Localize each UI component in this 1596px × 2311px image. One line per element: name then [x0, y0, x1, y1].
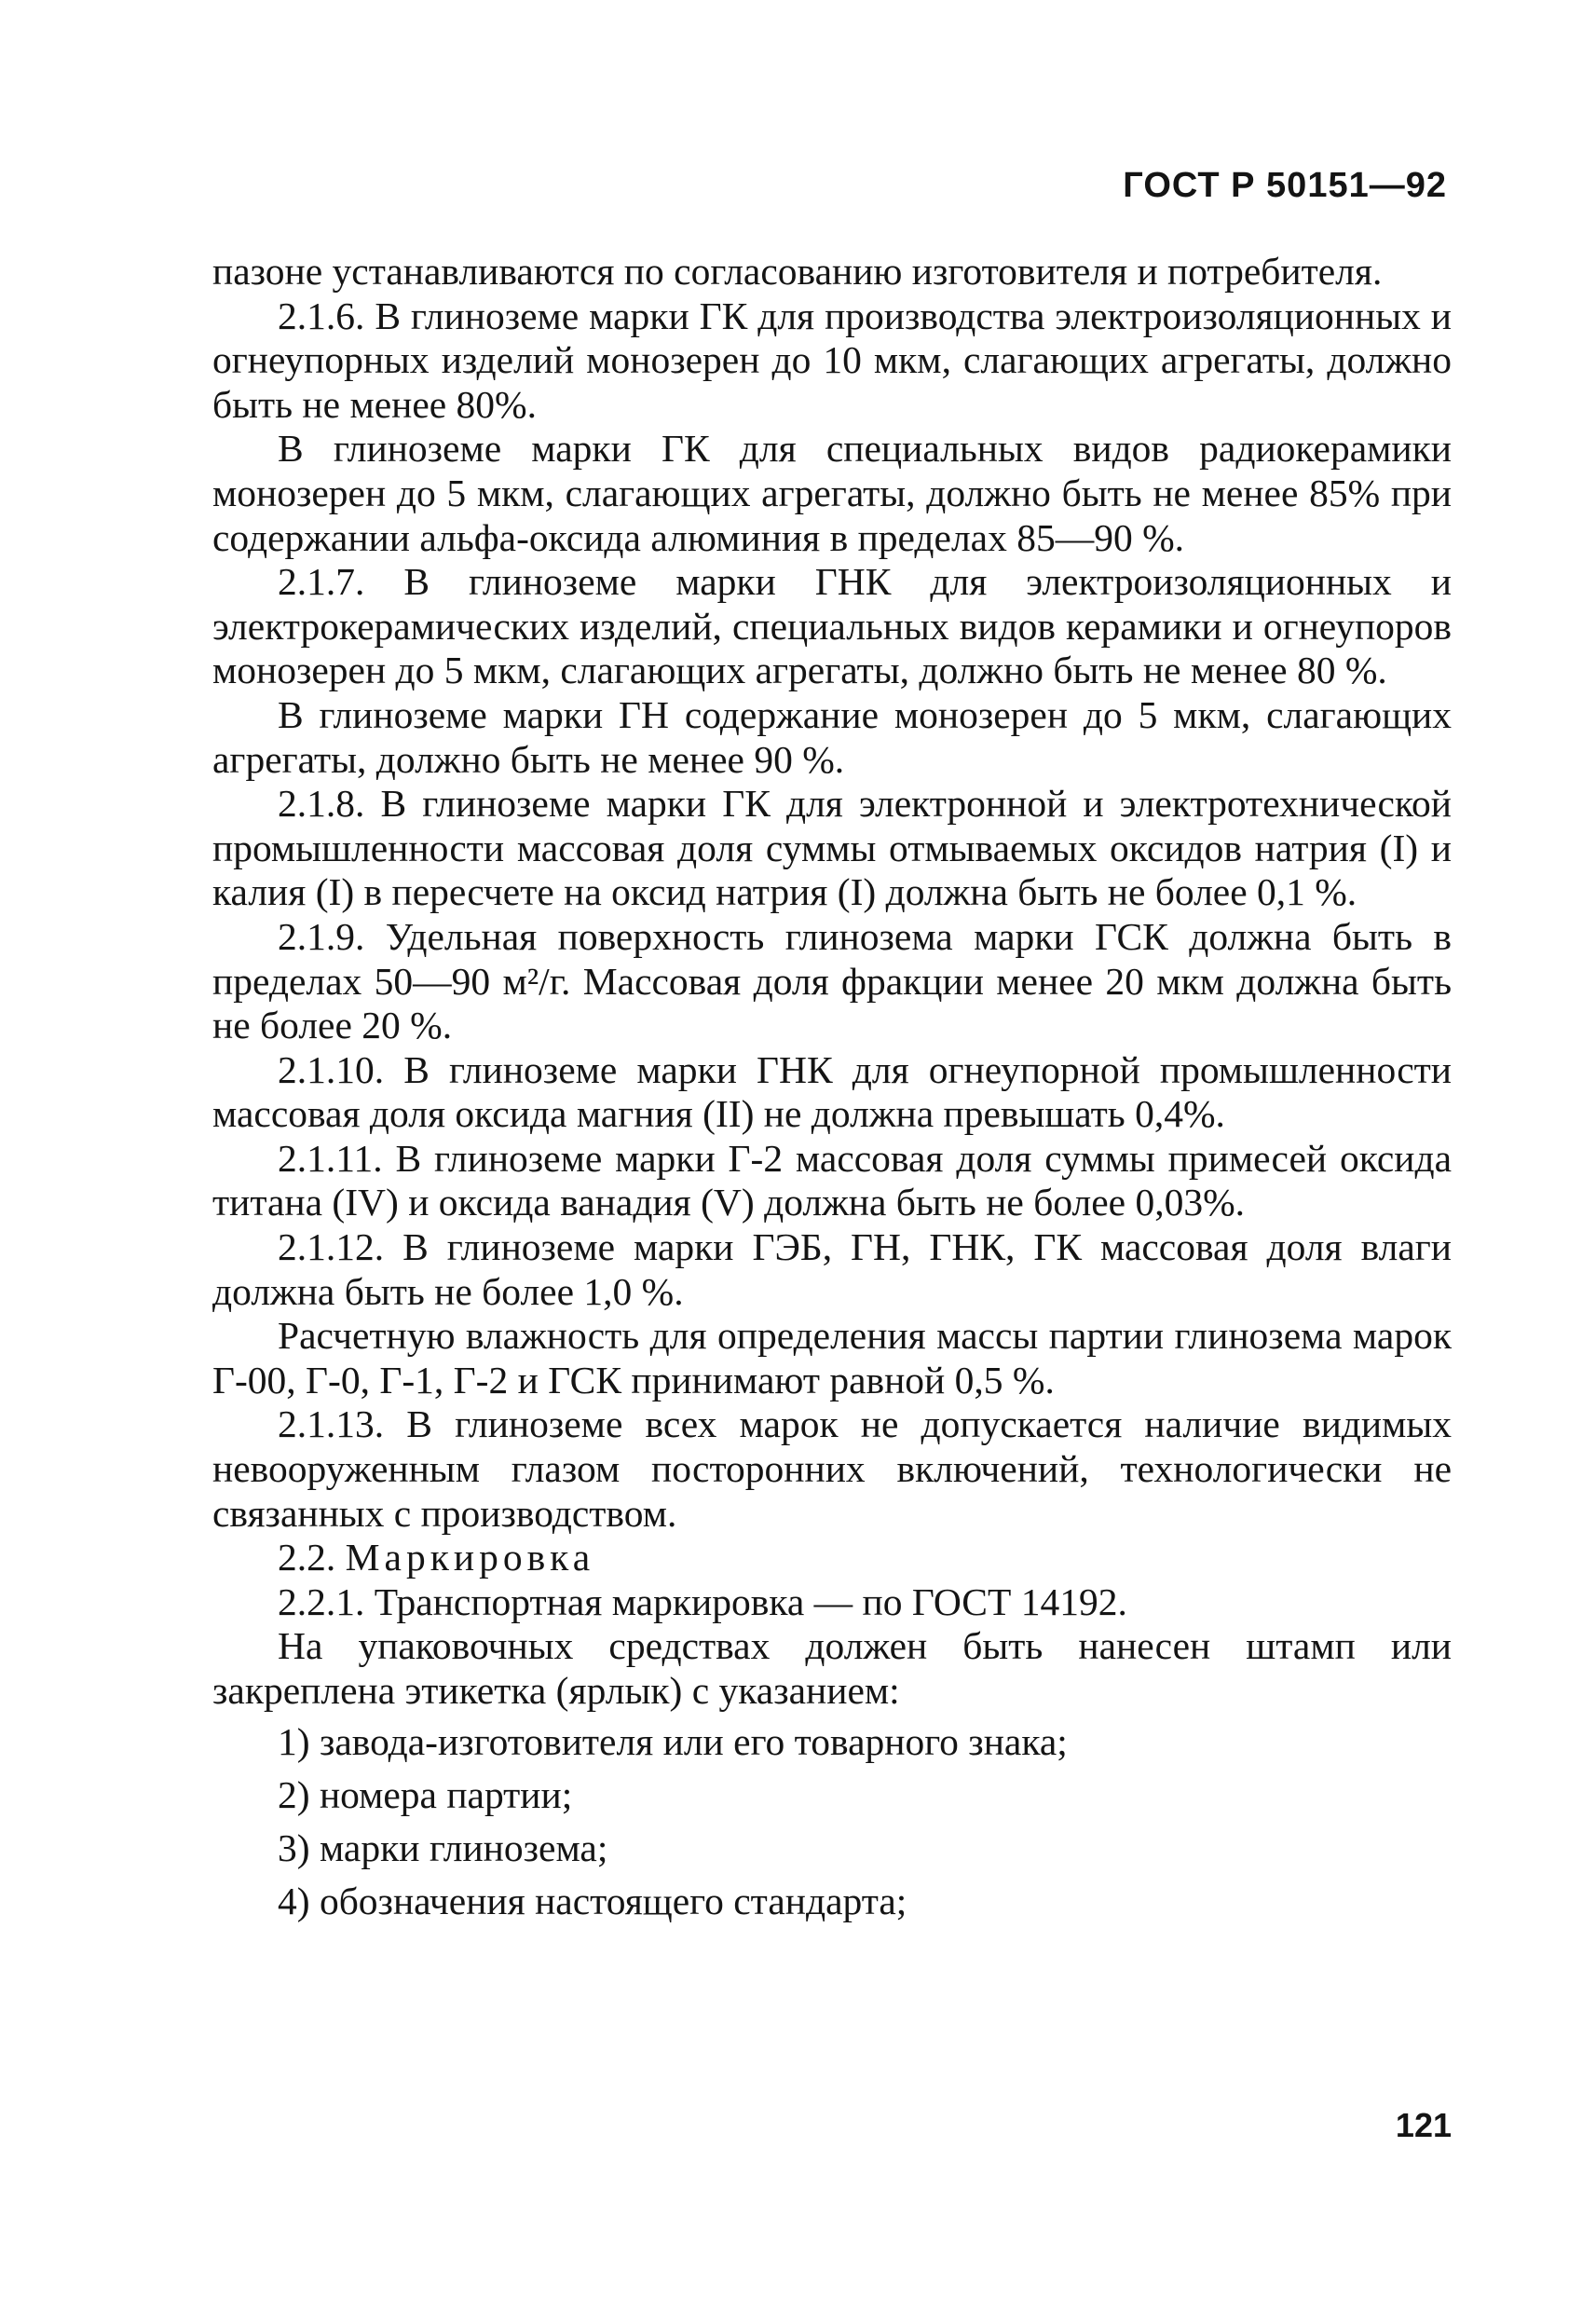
paragraph-radioceramics: В глиноземе марки ГК для специальных видов радиокерамики монозерен до 5 мкм, слагающих агрегаты, должно быть не менее 85% при содержании альфа-оксида алюминия в пределах 85—90 %.: [212, 427, 1452, 559]
paragraph-2-1-10: 2.1.10. В глиноземе марки ГНК для огнеупорной промышленности массовая доля оксида магния (II) не должна превышать 0,4%.: [212, 1047, 1452, 1136]
page-number: 121: [1395, 2106, 1452, 2144]
paragraph-2-2-1: 2.2.1. Транспортная маркировка — по ГОСТ 14192.: [278, 1579, 1127, 1623]
paragraph-2-1-6: 2.1.6. В глиноземе марки ГК для производства электроизоляционных и огнеупорных изделий монозерен до 10 мкм, слагающих агрегаты, должно быть не менее 80%.: [212, 294, 1452, 426]
paragraph-2-1-9: 2.1.9. Удельная поверхность глинозема марки ГСК должна быть в пределах 50—90 м²/г. Массовая доля фракции менее 20 мкм должна быть не более 20 %.: [212, 914, 1452, 1047]
list-item: 4) обозначения настоящего стандарта;: [278, 1879, 907, 1922]
section-number: 2.2.: [278, 1536, 336, 1579]
section-heading: [212, 1536, 1452, 1580]
section-title: Маркировка: [345, 1536, 595, 1579]
paragraph-labeling: На упаковочных средствах должен быть нанесен штамп или закреплена этикетка (ярлык) с указанием:: [212, 1624, 1452, 1712]
paragraph-2-1-13: 2.1.13. В глиноземе всех марок не допускается наличие видимых невооруженным глазом посторонних включений, технологически не связанных с производством.: [212, 1402, 1452, 1535]
paragraph-2-1-7: 2.1.7. В глиноземе марки ГНК для электроизоляционных и электрокерамических изделий, специальных видов керамики и огнеупоров монозерен до 5 мкм, слагающих агрегаты, должно быть не менее 80 %.: [212, 560, 1452, 692]
document-header: ГОСТ Р 50151—92: [1123, 166, 1447, 205]
paragraph-continuation: пазоне устанавливаются по согласованию изготовителя и потребителя.: [212, 250, 1383, 293]
document-body: [212, 250, 1452, 1928]
paragraph-2-1-11: 2.1.11. В глиноземе марки Г-2 массовая доля суммы примесей оксида титана (IV) и оксида ванадия (V) должна быть не более 0,03%.: [212, 1136, 1452, 1224]
list-item: 1) завода-изготовителя или его товарного знака;: [278, 1719, 1068, 1763]
paragraph-calculated-moisture: Расчетную влажность для определения массы партии глинозема марок Г-00, Г-0, Г-1, Г-2 и ГСК принимают равной 0,5 %.: [212, 1314, 1452, 1402]
paragraph-gn-monograins: В глиноземе марки ГН содержание монозерен до 5 мкм, слагающих агрегаты, должно быть не менее 90 %.: [212, 692, 1452, 781]
paragraph-2-1-12: 2.1.12. В глиноземе марки ГЭБ, ГН, ГНК, ГК массовая доля влаги должна быть не более 1,0 %.: [212, 1225, 1452, 1313]
list-item: 2) номера партии;: [278, 1772, 573, 1816]
list-item: 3) марки глинозема;: [278, 1826, 608, 1869]
paragraph-2-1-8: 2.1.8. В глиноземе марки ГК для электронной и электротехнической промышленности массовая доля суммы отмываемых оксидов натрия (I) и калия (I) в пересчете на оксид натрия (I) должна быть не более 0,1 %.: [212, 782, 1452, 914]
